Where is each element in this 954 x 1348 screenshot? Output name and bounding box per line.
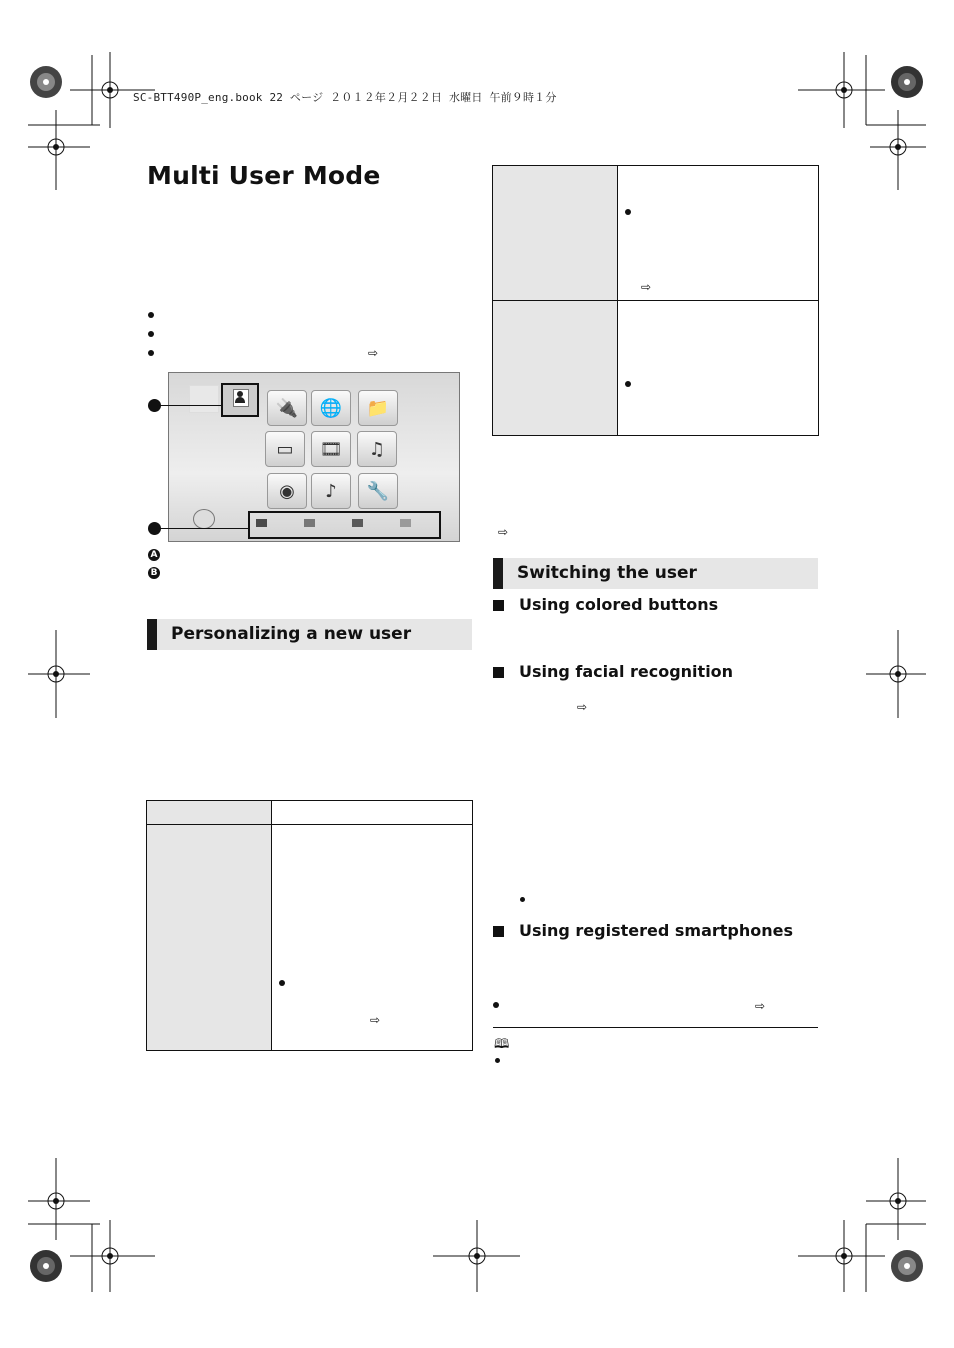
heading-colored-buttons [493, 597, 813, 617]
section-switching-title: Switching the user [517, 563, 697, 583]
heading-facial-recognition [493, 664, 813, 684]
note-bullet [495, 1058, 500, 1063]
section-personalizing-title: Personalizing a new user [171, 624, 412, 644]
page-title: Multi User Mode [147, 161, 381, 190]
video-icon: 🎞 [311, 431, 351, 467]
settings-row1-label [493, 166, 618, 301]
facial-bullet [520, 897, 525, 902]
color-button-2 [304, 519, 315, 527]
personalize-table [146, 800, 473, 1051]
bullet-2 [148, 331, 154, 337]
plug-icon: 🔌 [267, 390, 307, 426]
home-menu-screenshot [168, 372, 460, 542]
smartphone-reference-arrow: ⇨ [755, 999, 766, 1013]
settings-row1-arrow: ⇨ [641, 280, 652, 294]
table-bullet [279, 980, 285, 986]
note-divider [493, 1027, 818, 1028]
globe-icon: 🌐 [311, 390, 351, 426]
table-row-label [147, 825, 272, 1051]
settings-row1-bullet [625, 209, 631, 215]
smartphone-bullet [493, 1002, 499, 1008]
callout-leader-a [160, 405, 222, 406]
settings-row1-content [618, 166, 819, 301]
user-icon-box [221, 383, 259, 417]
running-header: SC-BTT490P_eng.book 22 ページ ２０１２年２月２２日 水曜日 午前９時１分 [133, 91, 557, 104]
reference-arrow: ⇨ [368, 346, 379, 360]
table-header-cell-2 [272, 801, 473, 825]
brand-logo [193, 509, 215, 529]
color-button-bar [248, 511, 441, 539]
callout-label-b: B [148, 567, 160, 579]
disc-icon: ▭ [265, 431, 305, 467]
settings-row2-content [618, 301, 819, 436]
settings-row2-bullet [625, 381, 631, 387]
settings-table [492, 165, 819, 436]
bullet-3 [148, 350, 154, 356]
speaker-icon: ◉ [267, 473, 307, 509]
settings-row2-label [493, 301, 618, 436]
bullet-1 [148, 312, 154, 318]
photo-music-icon: ♪ [311, 473, 351, 509]
folder-icon: 📁 [358, 390, 398, 426]
section-switching [493, 558, 818, 589]
heading-registered-smartphones-label: Using registered smartphones [519, 921, 794, 940]
section-personalizing [147, 619, 472, 650]
callout-leader-b [160, 528, 248, 529]
user-placeholder [189, 385, 219, 413]
facial-reference-arrow: ⇨ [577, 700, 588, 714]
music-icon: ♫ [357, 431, 397, 467]
tools-icon: 🔧 [358, 473, 398, 509]
heading-registered-smartphones [493, 923, 813, 943]
heading-facial-recognition-label: Using facial recognition [519, 662, 734, 681]
heading-colored-buttons-label: Using colored buttons [519, 595, 719, 614]
table-row-content [272, 825, 473, 1051]
reference-arrow-right: ⇨ [498, 525, 509, 539]
color-button-3 [352, 519, 363, 527]
callout-label-a: A [148, 549, 160, 561]
table-arrow: ⇨ [370, 1013, 381, 1027]
table-header-cell-1 [147, 801, 272, 825]
color-button-4 [400, 519, 411, 527]
color-button-1 [256, 519, 267, 527]
note-icon: 🕮 [494, 1037, 510, 1052]
